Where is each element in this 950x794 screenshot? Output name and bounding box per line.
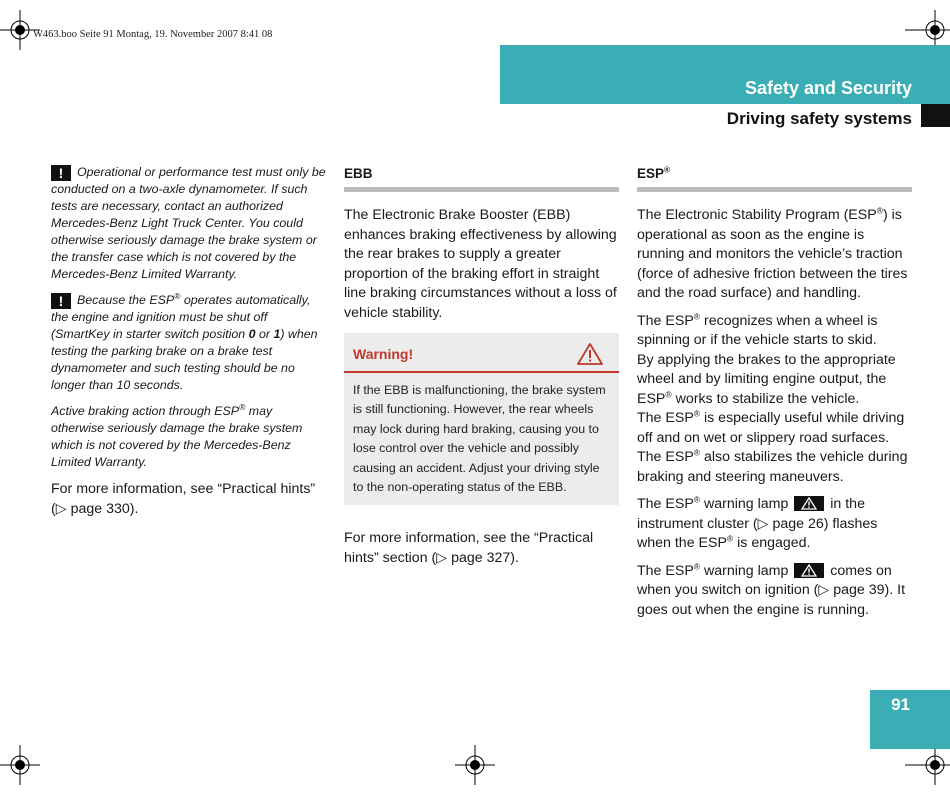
warning-box: [344, 333, 619, 505]
warning-header: [344, 333, 619, 373]
column-notes: [51, 164, 326, 527]
note-dynamometer: ! Operational or performance test must only be conducted on a two-axle dynamometer. If such tests are necessary, contact an authorized Mercedes-Benz Light Truck Center. You could otherwise seriously damage the brake system or the transfer case which is not covered by the Mercedes-Benz Limited Warranty.: [51, 165, 326, 281]
more-info-link: For more information, see “Practical hints” (▷ page 330).: [51, 481, 316, 517]
column-ebb: [344, 164, 619, 576]
exclamation-icon: !: [51, 165, 71, 181]
crop-mark-icon: [905, 745, 950, 785]
crop-mark-icon: [455, 745, 495, 785]
exclamation-icon: !: [51, 293, 71, 309]
esp-warning-lamp-icon: [794, 563, 824, 578]
warning-label: Warning!: [353, 346, 414, 362]
crop-mark-icon: [905, 10, 950, 50]
column-esp: [637, 164, 912, 628]
ebb-heading: EBB: [344, 164, 619, 192]
thumb-tab: [921, 104, 950, 127]
esp-paragraph-1: The Electronic Stability Program (ESP®) is operational as soon as the engine is running and monitors the vehicle’s traction (force of adhesive friction between the tires and the road surface) and handling.: [637, 205, 908, 301]
note-active-braking: Active braking action through ESP® may otherwise seriously damage the brake system which is not covered by the Mercedes-Benz Limited Warranty.: [51, 401, 303, 469]
warning-text: If the EBB is malfunctioning, the brake system is still functioning. However, the rear wheels may lock during hard braking, causing you to lose control over the vehicle and possibly causing an accident. Adjust your driving style to the non-operating status of the EBB.: [353, 383, 606, 495]
print-slug: W463.boo Seite 91 Montag, 19. November 2007 8:41 08: [33, 29, 273, 40]
subsection-title: Driving safety systems: [726, 109, 912, 128]
esp-paragraph-4: The ESP® warning lamp comes on when you switch on ignition (▷ page 39). It goes out when the engine is running.: [637, 560, 906, 618]
esp-paragraph-3: The ESP® warning lamp in the instrument cluster (▷ page 26) flashes when the ESP® is engaged.: [637, 494, 878, 551]
page-number: 91: [891, 695, 910, 714]
crop-mark-icon: [0, 745, 40, 785]
crop-mark-icon: [0, 10, 40, 50]
esp-paragraph-2: The ESP® recognizes when a wheel is spinning or if the vehicle starts to skid. By applying the brakes to the appropriate wheel and by limiting engine output, the ESP® works to stabilize the vehicle. The ESP® is especially useful while driving off and on wet or slippery road surfaces. The ESP® also stabilizes the vehicle during braking and steering maneuvers.: [637, 310, 908, 485]
section-title: Safety and Security: [744, 78, 912, 98]
esp-warning-lamp-icon: [794, 496, 824, 511]
esp-heading: ESP®: [637, 164, 912, 192]
warning-triangle-icon: [577, 343, 603, 365]
ebb-description: The Electronic Brake Booster (EBB) enhances braking effectiveness by allowing the rear brakes to supply a greater proportion of the braking effort in straight line braking circumstances without a loss of vehicle stability.: [344, 207, 617, 321]
ebb-more-info: For more information, see the “Practical hints” section (▷ page 327).: [344, 530, 594, 566]
note-parking-brake-test: ! Because the ESP® operates automatically, the engine and ignition must be shut off (SmartKey in starter switch position 0 or 1) when testing the parking brake on a brake test dynamometer and such testing should be no longer than 10 seconds.: [51, 290, 318, 392]
page-number-box: [870, 690, 950, 749]
